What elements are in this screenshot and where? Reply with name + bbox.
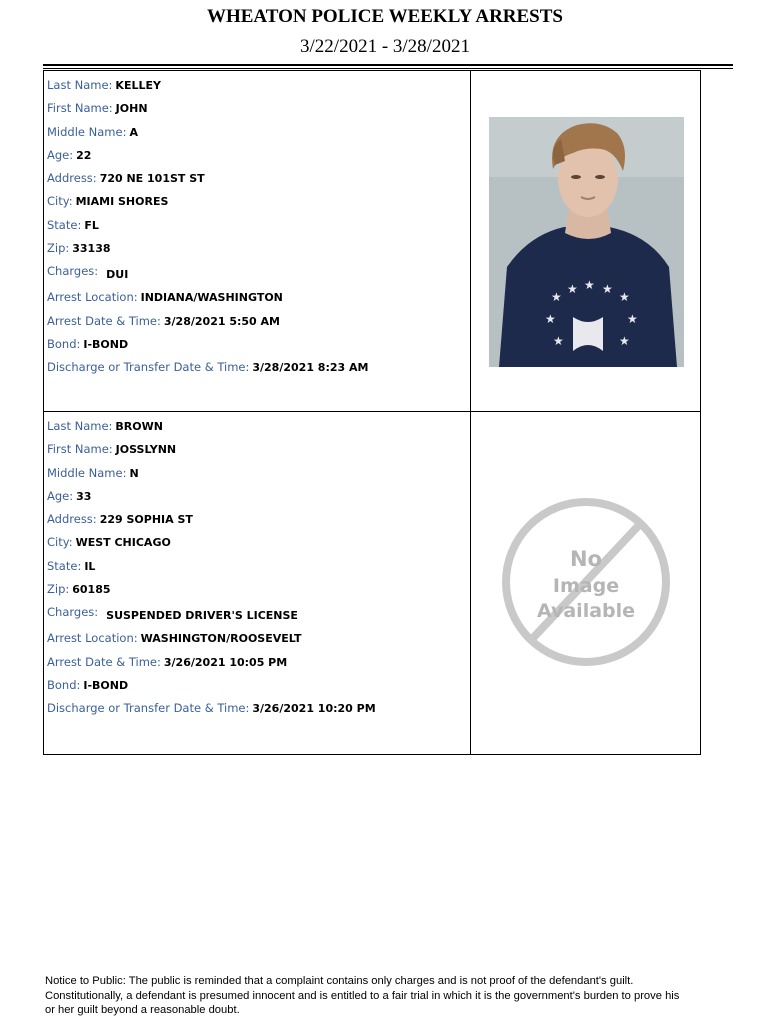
svg-text:★: ★	[602, 282, 613, 296]
field-label: First Name:	[47, 442, 113, 457]
state-field	[47, 217, 368, 240]
arrest-record-2	[43, 411, 701, 755]
booking-photo	[489, 117, 684, 367]
age-field	[47, 147, 368, 170]
discharge-value: 3/28/2021 8:23 AM	[252, 361, 369, 375]
field-label: Arrest Location:	[47, 290, 138, 305]
field-label: Address:	[47, 512, 97, 527]
city-field	[47, 534, 376, 557]
page-title: WHEATON POLICE WEEKLY ARRESTS	[206, 6, 563, 27]
field-label: Charges:	[47, 605, 99, 620]
arrest-location-value: WASHINGTON/ROOSEVELT	[140, 632, 302, 646]
arrest-datetime-value: 3/26/2021 10:05 PM	[163, 655, 288, 669]
discharge-field	[47, 700, 376, 723]
charges-value: DUI	[106, 268, 129, 282]
charges-value: SUSPENDED DRIVER'S LICENSE	[106, 609, 298, 623]
svg-text:★: ★	[619, 334, 630, 348]
arrest-record-1	[43, 70, 701, 412]
state-value: IL	[84, 559, 96, 573]
field-label: Bond:	[47, 677, 81, 692]
state-field	[47, 558, 376, 581]
zip-field	[47, 581, 376, 604]
last-name-field	[47, 418, 376, 441]
last-name-value: KELLEY	[115, 79, 161, 92]
column-divider	[470, 412, 471, 754]
middle-name-field	[47, 465, 376, 488]
first-name-value: JOSSLYNN	[115, 443, 177, 457]
field-label: Age:	[47, 488, 74, 503]
field-label: Middle Name:	[47, 465, 127, 480]
age-field	[47, 488, 376, 511]
zip-field	[47, 240, 368, 263]
charges-field	[47, 604, 376, 630]
address-field	[47, 511, 376, 534]
field-label: Discharge or Transfer Date & Time:	[47, 360, 250, 375]
no-image-placeholder-icon	[500, 496, 672, 668]
age-value: 22	[76, 148, 92, 162]
field-label: Discharge or Transfer Date & Time:	[47, 701, 250, 716]
field-label: State:	[47, 217, 82, 232]
bond-field	[47, 336, 368, 359]
field-label: State:	[47, 558, 82, 573]
svg-text:★: ★	[553, 334, 564, 348]
field-label: Last Name:	[47, 78, 113, 92]
public-notice: Notice to Public: The public is reminded that a complaint contains only charges and is not proof of the defendant's guilt. Constitutionally, a defendant is presumed innocent and is entitled to a fair trial in which it is the government's burden to prove his or her guilt beyond a reasonable doubt.	[45, 975, 680, 1016]
arrest-datetime-field	[47, 654, 376, 677]
first-name-field	[47, 100, 368, 123]
no-image-line-1: No	[569, 547, 603, 571]
svg-text:★: ★	[545, 312, 556, 326]
no-image-line-2: Image	[552, 575, 620, 597]
middle-name-value: A	[129, 125, 138, 139]
first-name-field	[47, 441, 376, 464]
svg-text:★: ★	[627, 312, 638, 326]
state-value: FL	[84, 218, 99, 232]
field-label: City:	[47, 535, 73, 550]
age-value: 33	[76, 489, 92, 503]
svg-text:★: ★	[584, 278, 595, 292]
no-image-line-3: Available	[536, 600, 636, 622]
record-fields	[47, 418, 376, 724]
bond-value: I-BOND	[83, 678, 129, 692]
zip-value: 60185	[72, 583, 111, 597]
field-label: First Name:	[47, 101, 113, 116]
arrest-location-value: INDIANA/WASHINGTON	[140, 291, 283, 305]
middle-name-field	[47, 124, 368, 147]
column-divider	[470, 71, 471, 411]
city-field	[47, 193, 368, 216]
last-name-value: BROWN	[115, 420, 163, 433]
field-label: Arrest Date & Time:	[47, 654, 161, 669]
charges-field	[47, 263, 368, 289]
svg-text:★: ★	[551, 290, 562, 304]
svg-text:★: ★	[619, 290, 630, 304]
city-value: MIAMI SHORES	[75, 195, 169, 209]
svg-text:★: ★	[567, 282, 578, 296]
middle-name-value: N	[129, 466, 139, 480]
address-field	[47, 170, 368, 193]
address-value: 720 NE 101ST ST	[99, 172, 205, 186]
field-label: Zip:	[47, 241, 70, 256]
zip-value: 33138	[72, 242, 111, 256]
field-label: Last Name:	[47, 419, 113, 433]
field-label: Address:	[47, 171, 97, 186]
arrest-location-field	[47, 630, 376, 653]
arrest-datetime-value: 3/28/2021 5:50 AM	[163, 314, 280, 328]
field-label: City:	[47, 194, 73, 209]
header-rule	[43, 64, 733, 66]
field-label: Age:	[47, 147, 74, 162]
header-rule-thin	[43, 68, 733, 69]
discharge-field	[47, 359, 368, 382]
field-label: Bond:	[47, 336, 81, 351]
date-range: 3/22/2021 - 3/28/2021	[300, 36, 470, 57]
bond-field	[47, 677, 376, 700]
address-value: 229 SOPHIA ST	[99, 513, 193, 527]
city-value: WEST CHICAGO	[75, 536, 171, 550]
field-label: Middle Name:	[47, 124, 127, 139]
arrest-location-field	[47, 289, 368, 312]
field-label: Arrest Location:	[47, 631, 138, 646]
field-label: Charges:	[47, 264, 99, 279]
field-label: Arrest Date & Time:	[47, 313, 161, 328]
last-name-field	[47, 77, 368, 100]
bond-value: I-BOND	[83, 337, 129, 351]
discharge-value: 3/26/2021 10:20 PM	[252, 702, 376, 716]
arrest-datetime-field	[47, 313, 368, 336]
record-fields	[47, 77, 368, 383]
field-label: Zip:	[47, 582, 70, 597]
first-name-value: JOHN	[115, 102, 148, 116]
